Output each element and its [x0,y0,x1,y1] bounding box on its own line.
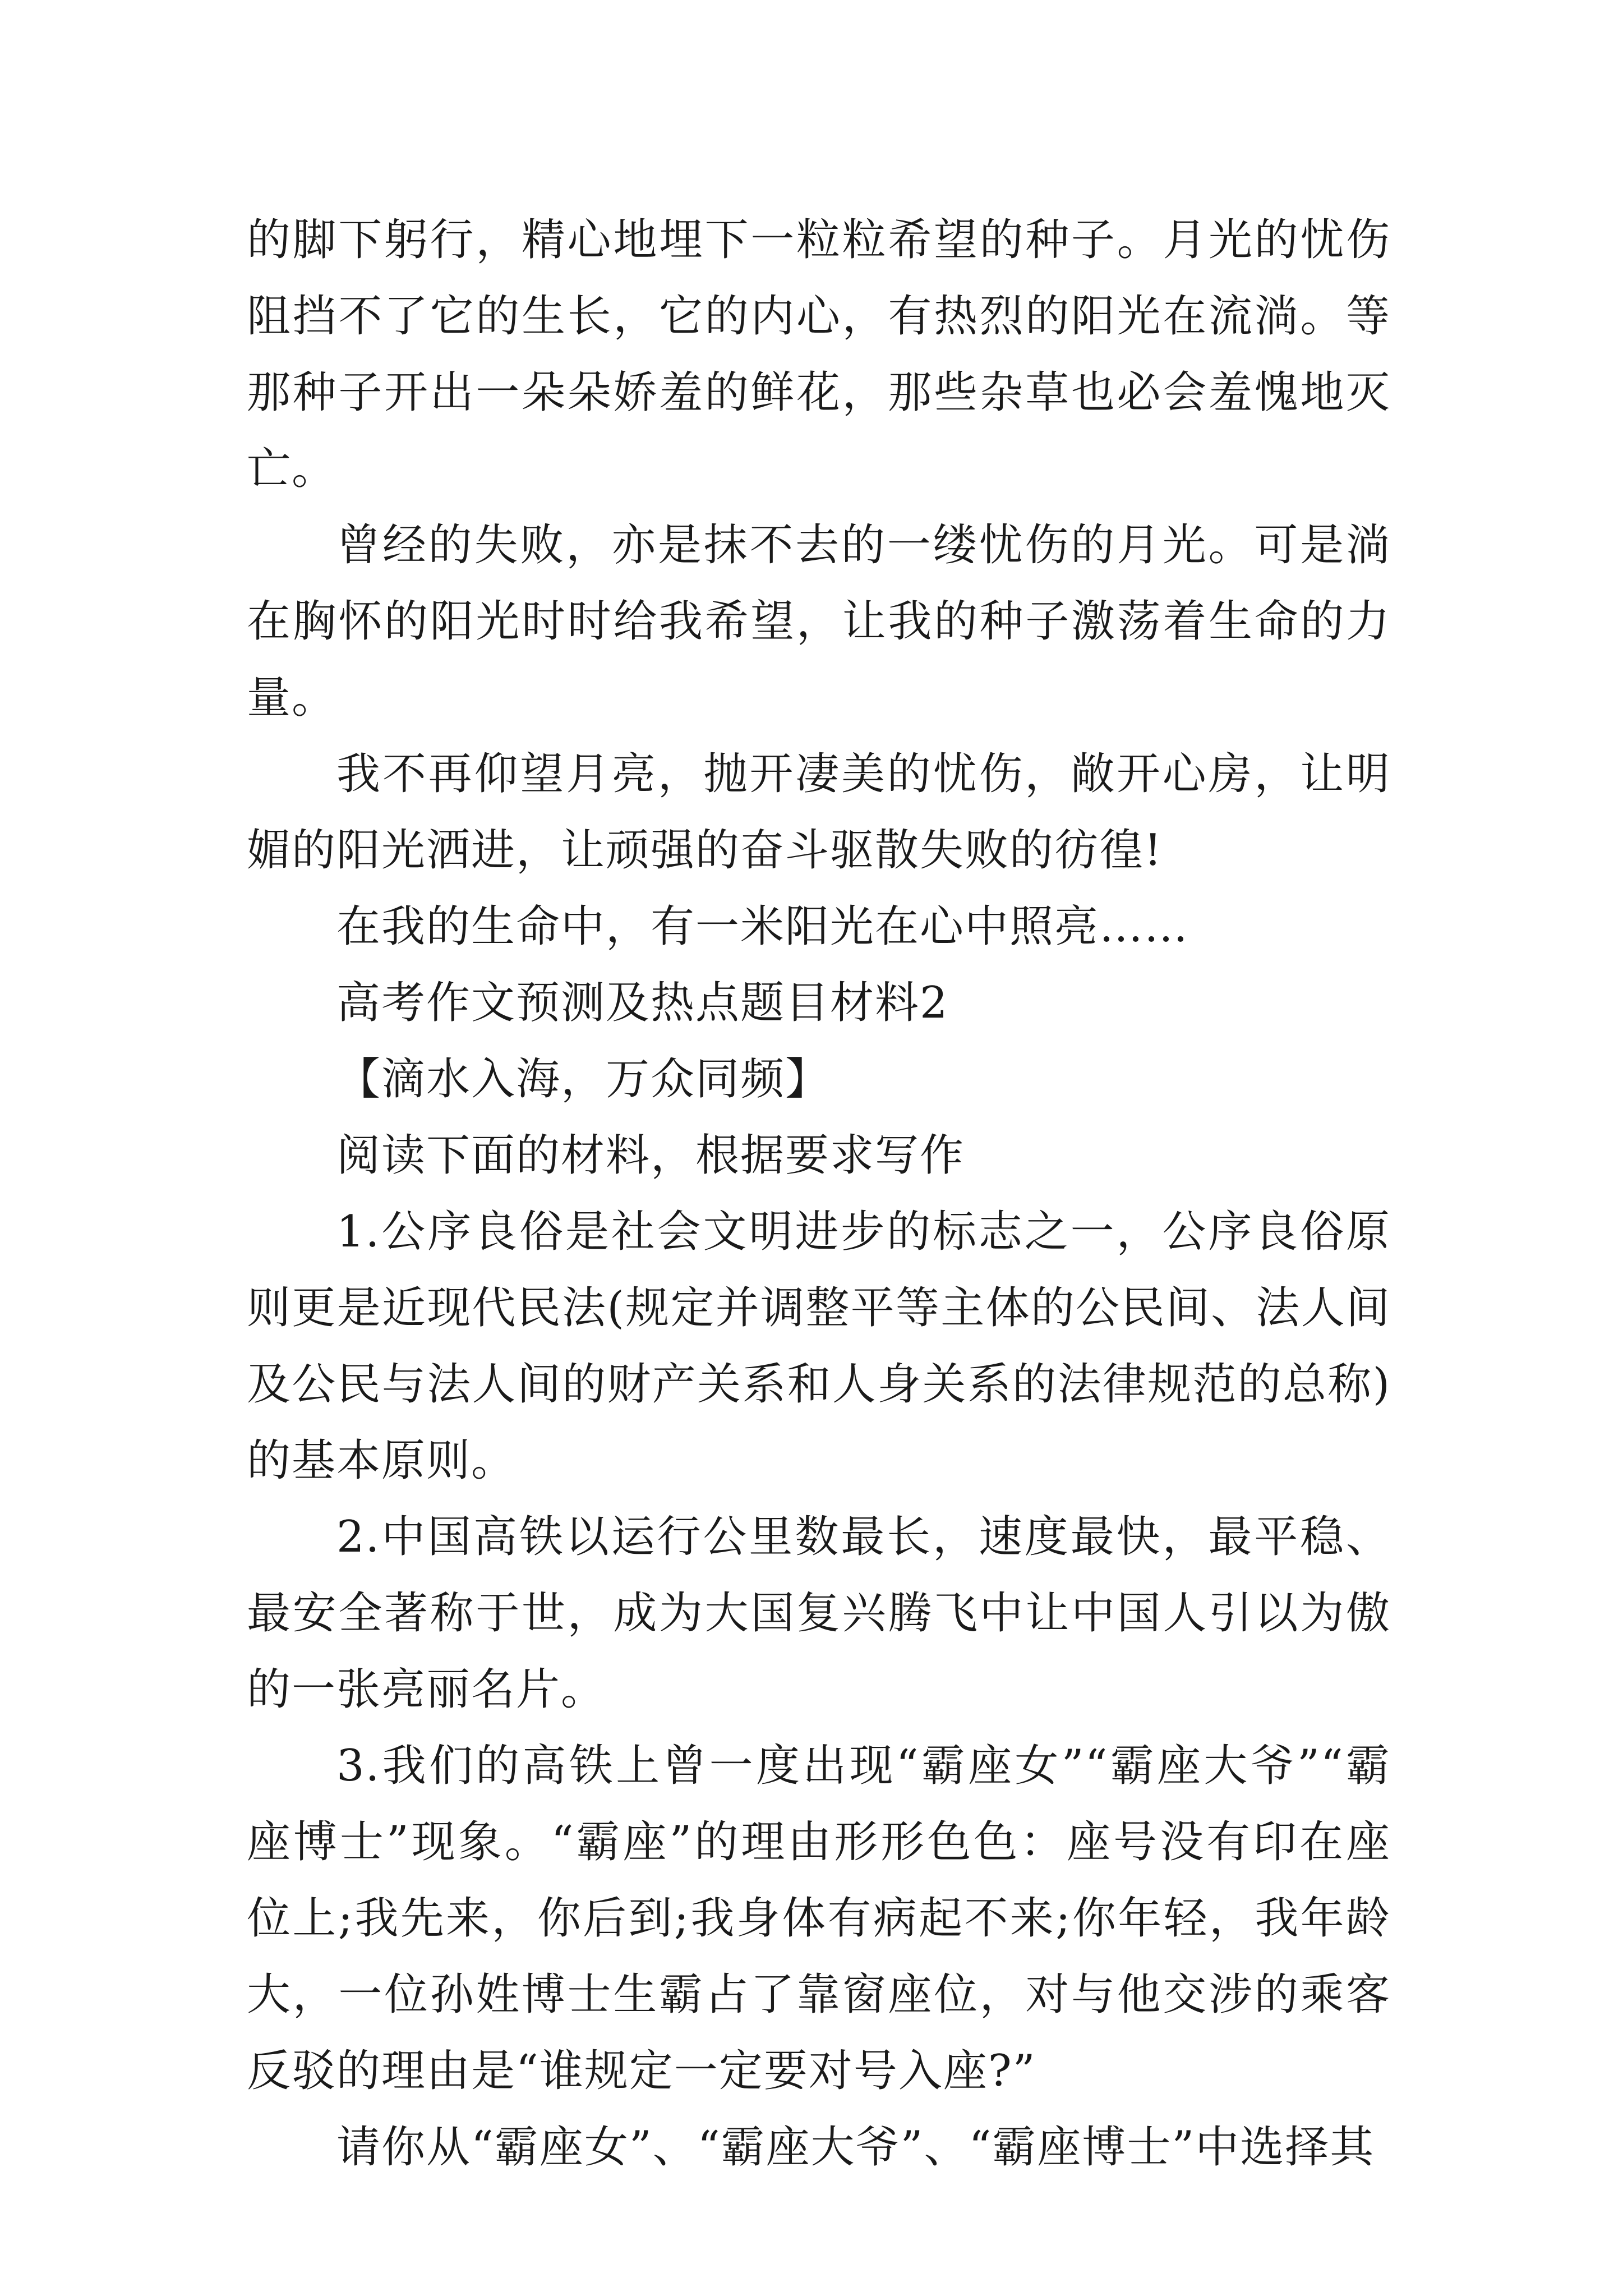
paragraph-1: 的脚下躬行，精心地埋下一粒粒希望的种子。月光的忧伤阻挡不了它的生长，它的内心，有热烈的阳光在流淌。等那种子开出一朵朵娇羞的鲜花，那些杂草也必会羞愧地灭亡。 [247,215,1391,494]
paragraph-2: 曾经的失败，亦是抹不去的一缕忧伤的月光。可是淌在胸怀的阳光时时给我希望，让我的种子激荡着生命的力量。 [247,520,1391,723]
material-item-2: 2.中国高铁以运行公里数最长，速度最快，最平稳、最安全著称于世，成为大国复兴腾飞中让中国人引以为傲的一张亮丽名片。 [247,1512,1391,1715]
topic-title: 【滴水入海，万众同频】 [336,1054,831,1105]
material-item-1: 1.公序良俗是社会文明进步的标志之一，公序良俗原则更是近现代民法(规定并调整平等主体的公民间、法人间及公民与法人间的财产关系和人身关系的法律规范的总称)的基本原则。 [247,1207,1391,1486]
instruction-line: 阅读下面的材料，根据要求写作 [336,1130,965,1181]
paragraph-4: 在我的生命中，有一米阳光在心中照亮…… [336,901,1189,952]
task-line: 请你从“霸座女”、“霸座大爷”、“霸座博士”中选择其 [336,2122,1375,2173]
document-body [247,202,1391,2185]
paragraph-3: 我不再仰望月亮，抛开凄美的忧伤，敞开心房，让明媚的阳光洒进，让顽强的奋斗驱散失败的彷徨! [247,749,1391,876]
material-item-3: 3.我们的高铁上曾一度出现“霸座女”“霸座大爷”“霸座博士”现象。“霸座”的理由形形色色：座号没有印在座位上;我先来，你后到;我身体有病起不来;你年轻，我年龄大，一位孙姓博士生霸占了靠窗座位，对与他交涉的乘客反驳的理由是“谁规定一定要对号入座?” [247,1741,1391,2096]
section-heading: 高考作文预测及热点题目材料2 [336,978,949,1028]
